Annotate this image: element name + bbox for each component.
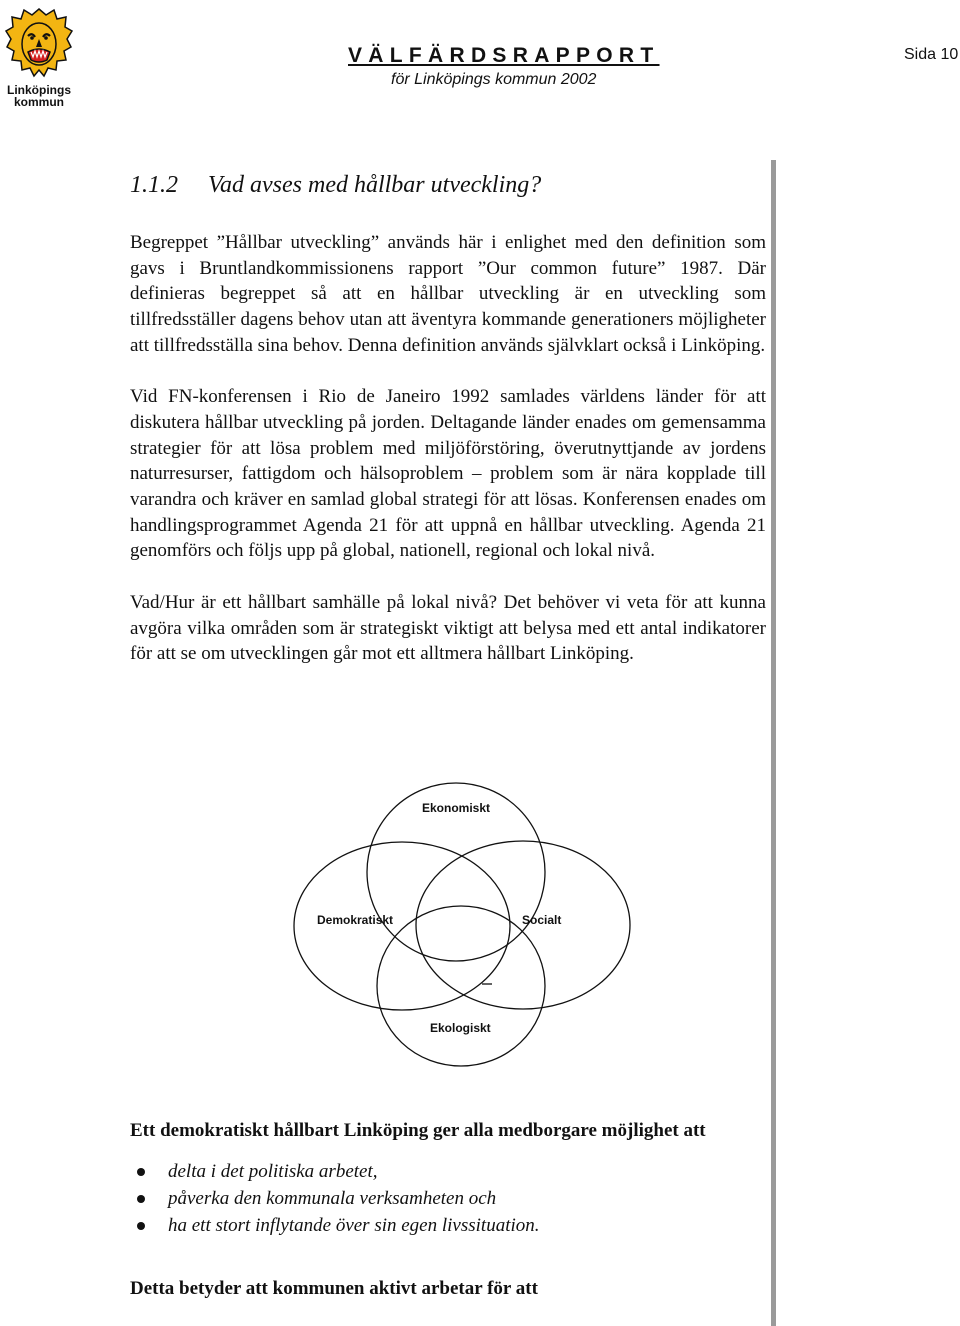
label-social: Socialt <box>522 913 562 927</box>
section-title: Vad avses med hållbar utveckling? <box>208 172 542 198</box>
bold-paragraph: Ett demokratiskt hållbart Linköping ger alla medborgare möjlighet att <box>130 1120 706 1141</box>
list-item <box>130 1158 766 1185</box>
paragraph-definition: Begreppet ”Hållbar utveckling” används här i enlighet med den definition som gavs i Bruntlandkommissionens rapport ”Our common future” 1987. Där definieras begreppet så att en hållbar utveckling är en utveckling som tillfredsställer dagens behov utan att äventyra kommande generationers möjligheter att tillfredsställa sina behov. Denna definition används självklart också i Linköping. <box>130 232 766 356</box>
paragraph-rio: Vid FN-konferensen i Rio de Janeiro 1992 samlades världens länder för att diskutera hållbar utveckling på jorden. Deltagande länder enades om gemensamma strategier för att lösa problem med miljöförstöring, överutnyttjande av jordens naturresurser, fattigdom och hälsoproblem – problem som är nära kopplade till varandra och kräver en samlad global strategi för att lösas. Konferensen enades om handlingsprogrammet Agenda 21 för att uppnå en hållbar utveckling. Agenda 21 genomförs och följs upp på global, nationell, regional och lokal nivå. <box>130 386 766 562</box>
main-content <box>130 170 766 667</box>
section-number: 1.1.2 <box>130 172 178 198</box>
bullet-icon <box>137 1168 145 1176</box>
democratic-section <box>130 1118 766 1240</box>
page-number: Sida 10 <box>904 46 959 63</box>
margin-bar <box>771 160 776 1326</box>
label-ecological: Ekologiskt <box>430 1021 491 1035</box>
sustainability-venn-diagram <box>290 776 635 1076</box>
label-economic: Ekonomiskt <box>422 801 491 815</box>
section-heading <box>130 170 766 200</box>
list-item-text: ha ett stort inflytande över sin egen livssituation. <box>168 1215 540 1237</box>
logo-text-line2: kommun <box>13 95 64 109</box>
label-democratic: Demokratiskt <box>317 913 394 927</box>
bullet-icon <box>137 1195 145 1203</box>
list-item <box>130 1185 766 1212</box>
bullet-icon <box>137 1222 145 1230</box>
list-item-text: delta i det politiska arbetet, <box>168 1160 378 1182</box>
logo-text-line1: Linköpings <box>7 83 71 97</box>
lion-emblem-icon <box>4 6 74 84</box>
bullet-list <box>130 1158 766 1240</box>
report-subtitle: för Linköpings kommun 2002 <box>391 71 597 88</box>
circle-ecological <box>377 906 545 1066</box>
linkoping-logo <box>4 6 74 109</box>
report-title: VÄLFÄRDSRAPPORT <box>348 44 660 67</box>
list-item-text: påverka den kommunala verksamheten och <box>168 1188 497 1209</box>
final-bold-line: Detta betyder att kommunen aktivt arbetar för att <box>130 1278 538 1299</box>
logo-text <box>4 84 74 108</box>
list-item <box>130 1212 766 1239</box>
paragraph-local: Vad/Hur är ett hållbart samhälle på lokal nivå? Det behöver vi veta för att kunna avgöra vilka områden som är strategiskt viktigt att belysa med ett antal indikatorer för att se om utvecklingen går mot ett alltmera hållbart Linköping. <box>130 591 766 665</box>
